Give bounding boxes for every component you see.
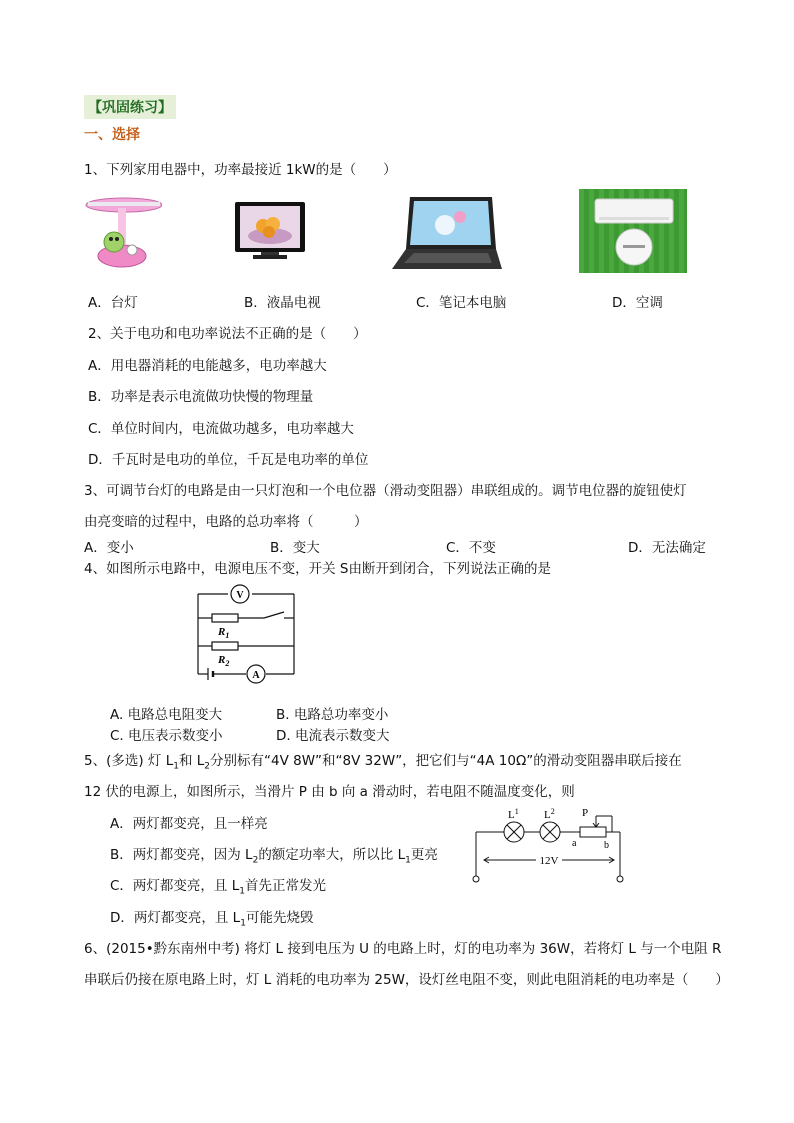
q5-a-label: a (572, 838, 577, 849)
q4-option-a: A. 电路总电阻变大 (110, 707, 223, 723)
q5-option-c: C．两灯都变亮，且 $L_1$首先正常发光 (110, 878, 326, 897)
q2-option-d: D．千瓦时是电功的单位，千瓦是电功率的单位 (88, 452, 369, 468)
q4-option-b: B. 电路总功率变小 (276, 707, 389, 723)
q5-option-a: A．两灯都变亮，且一样亮 (110, 816, 268, 832)
q5-b-label: b (604, 840, 609, 851)
q1-option-d: D．空调 (612, 295, 663, 311)
q2-option-a: A．用电器消耗的电能越多，电功率越大 (88, 358, 327, 374)
section-tag: 【巩固练习】 (84, 95, 176, 119)
q4-voltmeter-label: V (236, 590, 244, 601)
q1-option-b: B．液晶电视 (244, 295, 321, 311)
q5-voltage-label: 12V (539, 855, 559, 867)
q5-line2: 12 伏的电源上，如图所示，当滑片 P 由 b 向 a 滑动时，若电阻不随温度变化，则 (84, 784, 575, 800)
air-conditioner-image (579, 189, 687, 273)
q6-line2: 串联后仍接在原电路上时，灯 L 消耗的电功率为 25W，设灯丝电阻不变，则此电阻消耗的电功率是（ ） (84, 972, 729, 988)
q2-option-c: C．单位时间内，电流做功越多，电功率越大 (88, 421, 354, 437)
q1-option-c: C．笔记本电脑 (416, 295, 507, 311)
q1-option-a: A．台灯 (88, 295, 138, 311)
q5-l2-label: $L^2$ (544, 807, 555, 821)
q4-stem: 4、如图所示电路中，电源电压不变，开关 S由断开到闭合，下列说法正确的是 (84, 561, 551, 577)
q5-option-b: B．两灯都变亮，因为 $L_2$的额定功率大，所以比 $L_1$更亮 (110, 847, 438, 866)
q3-option-c: C．不变 (446, 540, 496, 556)
q5-p-label: P (582, 807, 589, 819)
q1-stem: 1、下列家用电器中，功率最接近 1kW的是（ ） (84, 162, 397, 178)
q3-line1: 3、可调节台灯的电路是由一只灯泡和一个电位器（滑动变阻器）串联组成的。调节电位器的旋钮使灯 (84, 483, 687, 499)
lcd-tv-image (233, 200, 307, 262)
q5-option-d: D．两灯都变亮，且 $L_1$可能先烧毁 (110, 910, 314, 929)
q4-option-d: D. 电流表示数变大 (276, 728, 390, 744)
q2-option-b: B．功率是表示电流做功快慢的物理量 (88, 389, 314, 405)
q5-l1-label: $L^1$ (508, 807, 519, 821)
q4-ammeter-label: A (252, 670, 260, 681)
q4-r2-label: $R_2$ (218, 654, 230, 668)
laptop-image (390, 195, 502, 273)
q3-option-b: B．变大 (270, 540, 320, 556)
q6-line1: 6、(2015•黔东南州中考) 将灯 L 接到电压为 U 的电路上时，灯的电功率为 36W，若将灯 L 与一个电阻 R (84, 941, 722, 957)
q4-circuit-diagram (190, 582, 310, 690)
q3-option-a: A．变小 (84, 540, 134, 556)
desk-lamp-image (82, 190, 162, 272)
q3-option-d: D．无法确定 (628, 540, 706, 556)
q5-circuit-diagram (462, 804, 632, 886)
q4-option-c: C. 电压表示数变小 (110, 728, 223, 744)
q4-r1-label: $R_1$ (218, 626, 230, 640)
q2-stem: 2、关于电功和电功率说法不正确的是（ ） (88, 326, 367, 342)
section-title: 一、选择 (84, 127, 140, 143)
q5-line1: 5、(多选) 灯 $L_1$和 $L_2$分别标有“4V 8W”和“8V 32W”，把它们与“4A 10Ω”的滑动变阻器串联后接在 (84, 753, 682, 772)
q3-line2: 由亮变暗的过程中，电路的总功率将（ ） (84, 514, 368, 530)
